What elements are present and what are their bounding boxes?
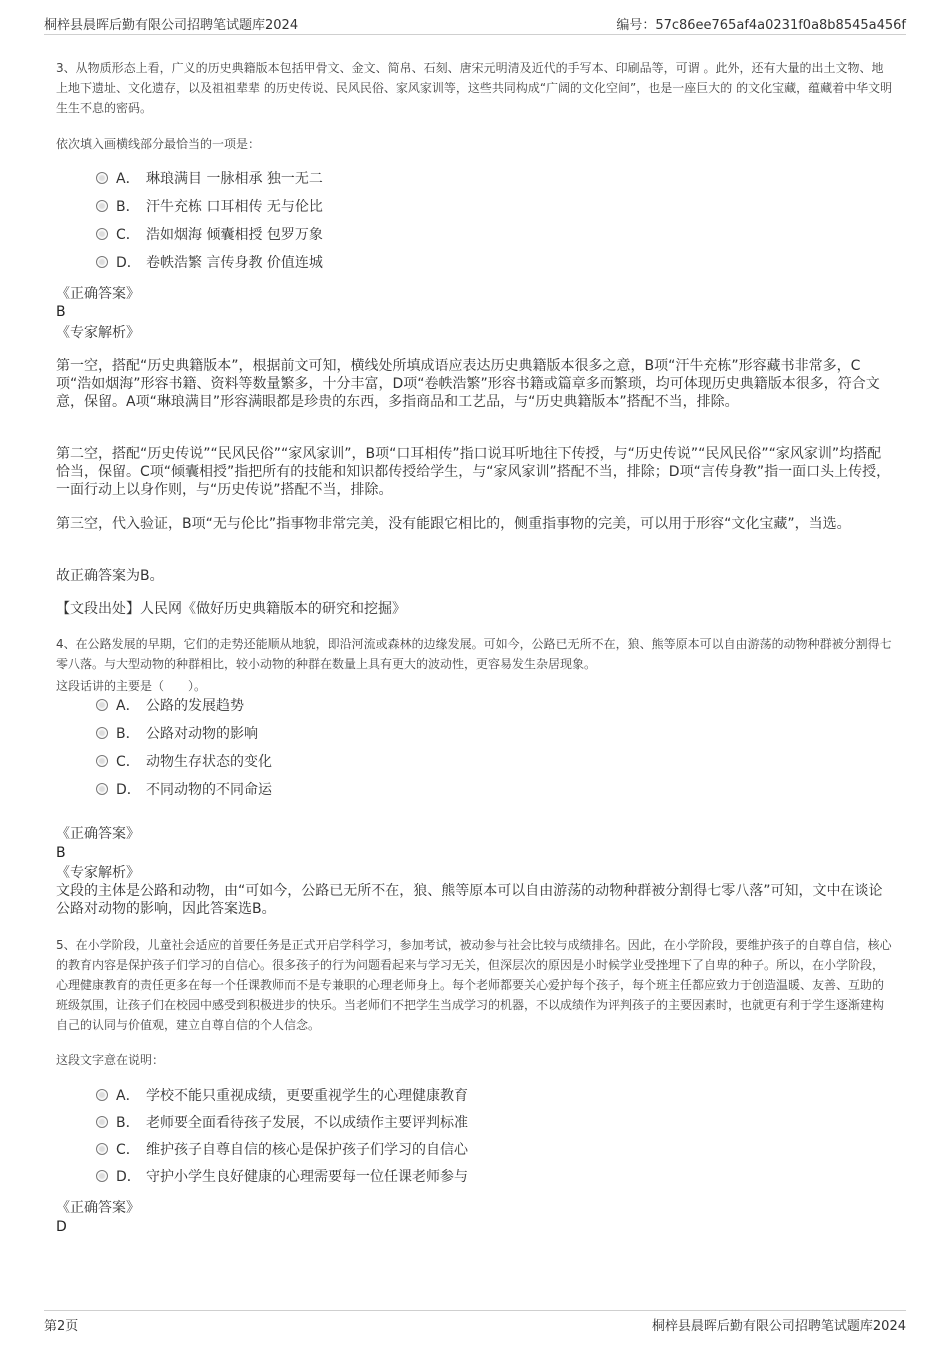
page-number: 第2页 [44, 1319, 79, 1334]
question-4-option-c[interactable]: C． 动物生存状态的变化 [96, 751, 272, 773]
question-3-answer: B [56, 304, 66, 320]
question-3-answer-label: 《正确答案》 [56, 286, 140, 302]
question-3-analysis-label: 《专家解析》 [56, 325, 140, 341]
question-5-option-c[interactable]: C． 维护孩子自尊自信的核心是保护孩子们学习的自信心 [96, 1139, 468, 1161]
radio-icon[interactable] [96, 755, 108, 767]
radio-icon[interactable] [96, 172, 108, 184]
question-4-option-a[interactable]: A． 公路的发展趋势 [96, 695, 244, 717]
question-5-option-b[interactable]: B． 老师要全面看待孩子发展，不以成绩作主要评判标准 [96, 1112, 468, 1134]
question-4-option-d[interactable]: D． 不同动物的不同命运 [96, 779, 272, 801]
radio-icon[interactable] [96, 200, 108, 212]
question-5-prompt: 这段文字意在说明： [56, 1053, 165, 1067]
question-3-option-d[interactable]: D． 卷帙浩繁 言传身教 价值连城 [96, 252, 323, 274]
question-3-prompt: 依次填入画横线部分最恰当的一项是： [56, 137, 261, 151]
question-3-option-b[interactable]: B． 汗牛充栋 口耳相传 无与伦比 [96, 196, 323, 218]
question-3-option-c[interactable]: C． 浩如烟海 倾囊相授 包罗万象 [96, 224, 323, 246]
question-3-analysis-para-2: 第二空，搭配“历史传说”“民风民俗”“家风家训”，B项“口耳相传”指口说耳听地往下传授，与“历史传说”“民风民俗”“家风家训”均搭配恰当，保留。C项“倾囊相授”指把所有的技能和知识都传授给学生，与“家风家训”搭配不当，排除；D项“言传身教”指一面口头上传授，一面行动上以身作则，与“历史传说”搭配不当，排除。 [56, 446, 891, 498]
page-header [44, 12, 906, 35]
page-footer [44, 1310, 906, 1333]
question-4-answer: B [56, 845, 66, 861]
question-3-analysis-conclusion: 故正确答案为B。 [56, 568, 164, 584]
question-3-option-a[interactable]: A． 琳琅满目 一脉相承 独一无二 [96, 168, 323, 190]
radio-icon[interactable] [96, 228, 108, 240]
question-5-answer: D [56, 1219, 67, 1235]
radio-icon[interactable] [96, 1089, 108, 1101]
question-4-text: 4、在公路发展的早期，它们的走势还能顺从地貌，即沿河流或森林的边缘发展。可如今，公路已无所不在，狼、熊等原本可以自由游荡的动物种群被分割得七零八落。与大型动物的种群相比，较小动物的种群在数量上具有更大的波动性，更容易发生杂居现象。 [56, 637, 892, 671]
question-5-option-a[interactable]: A． 学校不能只重视成绩，更要重视学生的心理健康教育 [96, 1085, 468, 1107]
question-5-answer-label: 《正确答案》 [56, 1200, 140, 1216]
radio-icon[interactable] [96, 1143, 108, 1155]
question-3-text: 3、从物质形态上看，广义的历史典籍版本包括甲骨文、金文、简帛、石刻、唐宋元明清及近代的手写本、印刷品等，可谓 。此外，还有大量的出土文物、地上地下遗址、文化遗存，以及祖祖辈辈 的历史传说、民风民俗、家风家训等，这些共同构成“广阔的文化空间”，也是一座巨大的 的文化宝藏，蕴藏着中华文明生生不息的密码。 [56, 61, 893, 115]
question-4-prompt: 这段话讲的主要是（ ）。 [56, 679, 207, 693]
radio-icon[interactable] [96, 783, 108, 795]
header-doc-id: 编号：57c86ee765af4a0231f0a8b8545a456f [616, 18, 906, 33]
question-4-analysis: 文段的主体是公路和动物，由“可如今，公路已无所不在，狼、熊等原本可以自由游荡的动物种群被分割得七零八落”可知，文中在谈论公路对动物的影响，因此答案选B。 [56, 883, 883, 917]
question-3-analysis-para-3: 第三空，代入验证，B项“无与伦比”指事物非常完美，没有能跟它相比的，侧重指事物的完美，可以用于形容“文化宝藏”，当选。 [56, 516, 851, 532]
radio-icon[interactable] [96, 256, 108, 268]
question-5-text: 5、在小学阶段，儿童社会适应的首要任务是正式开启学科学习，参加考试，被动参与社会比较与成绩排名。因此，在小学阶段，要维护孩子的自尊自信，核心的教育内容是保护孩子们学习的自信心。很多孩子的行为问题看起来与学习无关，但深层次的原因是小时候学业受挫埋下了自卑的种子。所以，在小学阶段，心理健康教育的责任更多在每一个任课教师而不是专兼职的心理老师身上。每个老师都要关心爱护每个孩子，每个班主任都应致力于创造温暖、友善、互助的班级氛围，让孩子们在校园中感受到积极进步的快乐。当老师们不把学生当成学习的机器，不以成绩作为评判孩子的主要因素时，也就更有利于学生逐渐建构自己的认同与价值观，建立自尊自信的个人信念。 [56, 938, 892, 1032]
radio-icon[interactable] [96, 727, 108, 739]
header-title: 桐梓县晨晖后勤有限公司招聘笔试题库2024 [44, 18, 299, 33]
radio-icon[interactable] [96, 1170, 108, 1182]
question-3-analysis-para-1: 第一空，搭配“历史典籍版本”，根据前文可知，横线处所填成语应表达历史典籍版本很多之意，B项“汗牛充栋”形容藏书非常多，C项“浩如烟海”形容书籍、资料等数量繁多，十分丰富，D项“卷帙浩繁”形容书籍或篇章多而繁琐，均可体现历史典籍版本很多，符合文意，保留。A项“琳琅满目”形容满眼都是珍贵的东西，多指商品和工艺品，与“历史典籍版本”搭配不当，排除。 [56, 358, 880, 410]
question-4-answer-label: 《正确答案》 [56, 826, 140, 842]
question-5-option-d[interactable]: D． 守护小学生良好健康的心理需要每一位任课老师参与 [96, 1166, 468, 1188]
question-4-option-b[interactable]: B． 公路对动物的影响 [96, 723, 258, 745]
question-4-analysis-label: 《专家解析》 [56, 865, 140, 881]
radio-icon[interactable] [96, 1116, 108, 1128]
footer-title: 桐梓县晨晖后勤有限公司招聘笔试题库2024 [651, 1319, 906, 1334]
question-3-source: 【文段出处】人民网《做好历史典籍版本的研究和挖掘》 [56, 601, 406, 617]
radio-icon[interactable] [96, 699, 108, 711]
